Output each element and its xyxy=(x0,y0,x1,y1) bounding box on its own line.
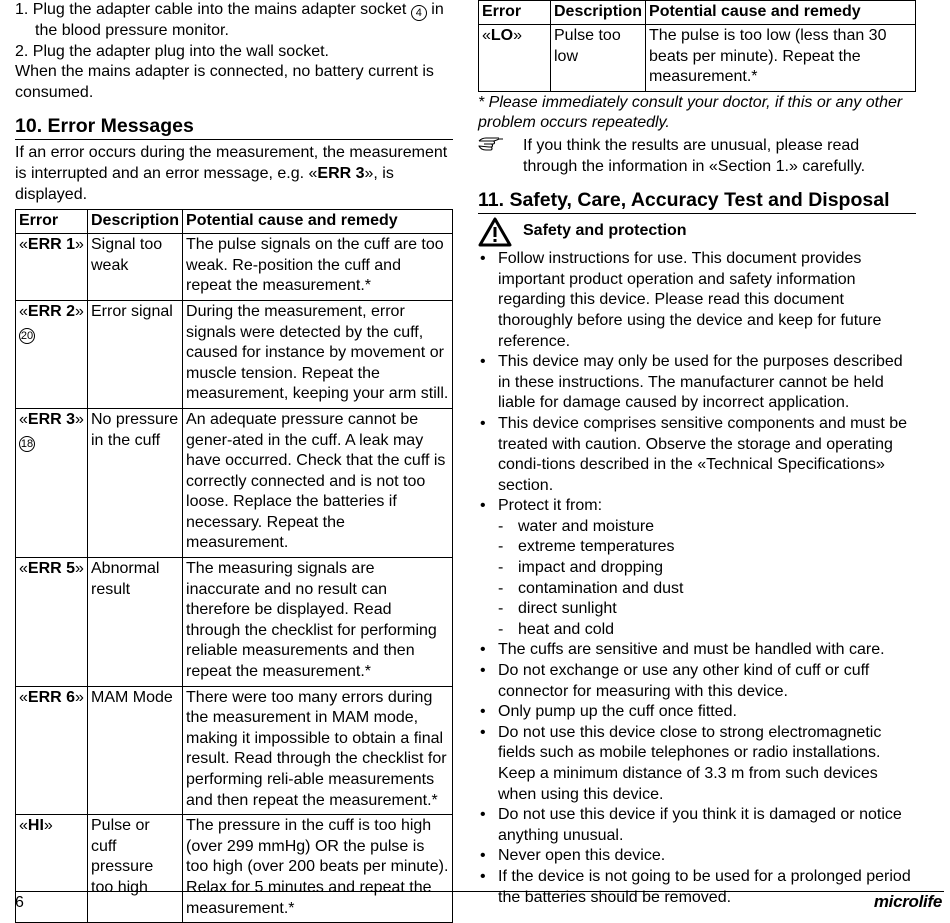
list-item: • This device may only be used for the purposes described in these instructions. The manufacturer cannot be held liable for damage caused by incorrect application. xyxy=(478,352,916,414)
list-item: • The cuffs are sensitive and must be handled with care. xyxy=(478,640,916,661)
remedy-cell: An adequate pressure cannot be gener-ated in the cuff. A leak may have occurred. Check that the cuff is correctly connected and is not too loose. Replace the batteries if necessary. Repeat the measurement. xyxy=(183,408,453,557)
sublist-item: - direct sunlight xyxy=(498,599,916,620)
subheading-text: Safety and protection xyxy=(523,222,687,240)
error-code: ERR 2 xyxy=(27,302,76,320)
list-item: • Do not use this device if you think it is damaged or notice anything unusual. xyxy=(478,805,916,846)
step-item xyxy=(15,42,453,63)
description-cell: Pulse too low xyxy=(551,25,646,92)
page-number: 6 xyxy=(15,894,24,911)
step-number: 2. xyxy=(15,42,29,60)
header-description: Description xyxy=(551,1,646,25)
list-item: • If the device is not going to be used for a prolonged period the batteries should be removed. xyxy=(478,867,916,908)
error-code-cell: «HI» xyxy=(16,815,88,923)
header-remedy: Potential cause and remedy xyxy=(646,1,916,25)
list-item xyxy=(478,496,916,640)
remedy-cell: There were too many errors during the measurement in MAM mode, making it impossible to obtain a final result. Read through the checklist for performing reli-able measurements and then repeat the measurement.* xyxy=(183,686,453,815)
error-table-continued xyxy=(478,0,916,92)
list-item: • This device comprises sensitive components and must be treated with caution. Observe the storage and operating condi-tions described in the «Technical Specifications» section. xyxy=(478,414,916,496)
step-number: 1. xyxy=(15,1,29,18)
intro-code: ERR 3 xyxy=(317,164,365,182)
remedy-cell: The measuring signals are inaccurate and no result can therefore be displayed. Read through the checklist for performing reliable measurements and then repeat the measurement.* xyxy=(183,558,453,687)
error-table xyxy=(15,209,453,923)
sublist-item: - contamination and dust xyxy=(498,579,916,600)
table-row xyxy=(16,686,453,815)
error-code: ERR 1 xyxy=(27,236,76,254)
step-text: Plug the adapter plug into the wall socket. xyxy=(32,42,329,60)
table-header-row xyxy=(16,210,453,234)
list-item: • Do not exchange or use any other kind of cuff or cuff connector for measuring with this device. xyxy=(478,661,916,702)
description-cell: Signal too weak xyxy=(88,234,183,301)
list-item: • Never open this device. xyxy=(478,846,916,867)
list-item: • Follow instructions for use. This document provides important product operation and safety information regarding this device. Please read this document thoroughly before using the device and keep for future reference. xyxy=(478,249,916,352)
error-code-cell: «ERR 6» xyxy=(16,686,88,815)
description-cell: Abnormal result xyxy=(88,558,183,687)
error-code: ERR 3 xyxy=(27,410,76,428)
header-error: Error xyxy=(16,210,88,234)
brand-logo: microlife xyxy=(873,892,942,911)
description-cell: MAM Mode xyxy=(88,686,183,815)
adapter-steps xyxy=(15,0,453,62)
table-row xyxy=(16,558,453,687)
description-cell: No pressure in the cuff xyxy=(88,408,183,557)
table-row xyxy=(479,25,916,92)
error-code-cell: «ERR 2» 20 xyxy=(16,300,88,408)
header-remedy: Potential cause and remedy xyxy=(183,210,453,234)
callout-number: 18 xyxy=(20,437,34,450)
description-cell: Pulse or cuff pressure too high xyxy=(88,815,183,923)
error-code: HI xyxy=(27,817,44,835)
right-column xyxy=(478,0,916,908)
step-item xyxy=(15,0,453,42)
step-text: Plug the adapter cable into the mains adapter socket xyxy=(32,1,407,18)
error-code: ERR 6 xyxy=(27,688,76,706)
table-row xyxy=(16,815,453,923)
warning-triangle-icon xyxy=(478,217,512,247)
error-code-cell: «ERR 5» xyxy=(16,558,88,687)
intro-text: », is displayed. xyxy=(15,164,394,203)
hand-note xyxy=(478,136,916,177)
error-code-cell: «ERR 3» 18 xyxy=(16,408,88,557)
step-text: in the blood pressure monitor. xyxy=(35,1,444,39)
header-description: Description xyxy=(88,210,183,234)
sublist-item: - impact and dropping xyxy=(498,558,916,579)
header-error: Error xyxy=(479,1,551,25)
remedy-cell: The pressure in the cuff is too high (over 299 mmHg) OR the pulse is too high (over 200 beats per minute). Relax for 5 minutes and repeat the measurement.* xyxy=(183,815,453,923)
hand-note-text: If you think the results are unusual, please read through the information in «Section 1.» carefully. xyxy=(523,136,866,175)
sublist-item: - heat and cold xyxy=(498,620,916,641)
table-header-row xyxy=(479,1,916,25)
protect-sublist xyxy=(498,517,916,641)
remedy-cell: The pulse is too low (less than 30 beats per minute). Repeat the measurement.* xyxy=(646,25,916,92)
list-item: • Do not use this device close to strong electromagnetic fields such as mobile telephones or radio installations. Keep a minimum distance of 3.3 m from such devices when using this device. xyxy=(478,723,916,805)
intro-text: If an error occurs during the measurement, the measurement is interrupted and an error message, e.g. « xyxy=(15,144,448,182)
description-cell: Error signal xyxy=(88,300,183,408)
table-row xyxy=(16,408,453,557)
callout-number: 4 xyxy=(411,5,427,21)
mains-note: When the mains adapter is connected, no battery current is consumed. xyxy=(15,63,434,101)
left-column xyxy=(15,0,453,923)
sublist-item: - extreme temperatures xyxy=(498,537,916,558)
section-title-safety: 11. Safety, Care, Accuracy Test and Disposal xyxy=(478,188,916,214)
footnote: * Please immediately consult your doctor, if this or any other problem occurs repeatedly. xyxy=(478,93,903,132)
safety-subheading xyxy=(478,219,916,249)
list-item: • Only pump up the cuff once fitted. xyxy=(478,702,916,723)
error-intro xyxy=(15,143,453,205)
error-code: ERR 5 xyxy=(27,560,76,578)
sublist-item: - water and moisture xyxy=(498,517,916,538)
error-code: LO xyxy=(490,27,514,44)
list-item-text: Protect it from: xyxy=(498,497,603,515)
pointing-hand-icon xyxy=(478,135,504,153)
remedy-cell: The pulse signals on the cuff are too weak. Re-position the cuff and repeat the measurement.* xyxy=(183,234,453,301)
error-code-cell: «ERR 1» xyxy=(16,234,88,301)
section-title-error-messages: 10. Error Messages xyxy=(15,114,453,140)
error-code-cell: «LO» xyxy=(479,25,551,92)
safety-list xyxy=(478,249,916,908)
table-row xyxy=(16,300,453,408)
callout-number: 20 xyxy=(20,329,34,342)
remedy-cell: During the measurement, error signals were detected by the cuff, caused for instance by movement or muscle tension. Repeat the measurement, keeping your arm still. xyxy=(183,300,453,408)
footer-divider xyxy=(15,891,944,892)
table-row xyxy=(16,234,453,301)
